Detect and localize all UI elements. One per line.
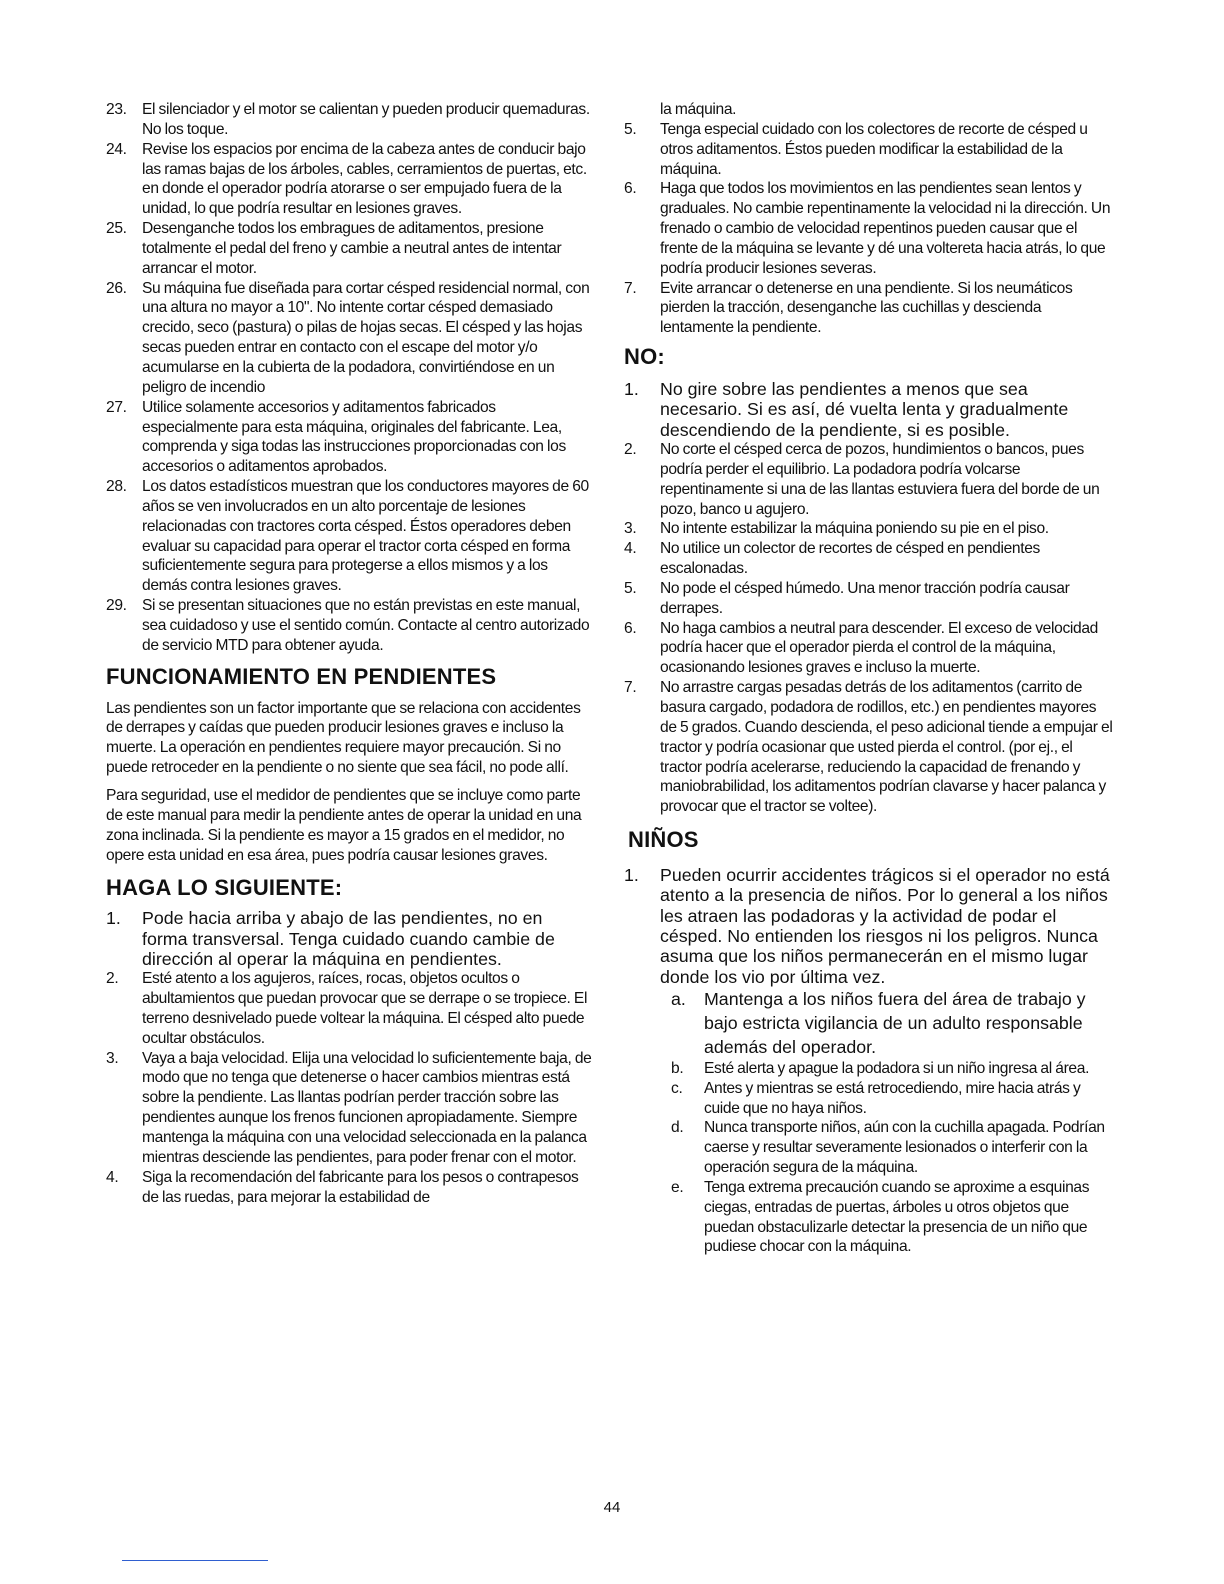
list-item: 1. No gire sobre las pendientes a menos que sea necesario. Si es así, dé vuelta lenta y gradualmente descendiendo de la pendiente, si es posible. xyxy=(624,379,1069,440)
list-item: 1. Pueden ocurrir accidentes trágicos si el operador no está atento a la presencia de niños. Por lo general a los niños les atraen las podadoras y la actividad de podar el césped. No entienden los riesgos ni los peligros. Nunca asuma que los niños permanecerán en el mismo lugar donde los vio por última vez. xyxy=(624,865,1110,987)
paragraph: Para seguridad, use el medidor de pendientes que se incluye como parte de este manual para medir la pendiente antes de operar la unidad en una zona inclinada. Si la pendiente es mayor a 15 grados en el medidor, no opere esta unidad en esa área, pues podría causar lesiones graves. xyxy=(106,787,582,864)
list-item: 3. Vaya a baja velocidad. Elija una velocidad lo suficientemente baja, de modo que no tenga que detenerse o hacer cambios mientras está sobre la pendiente. Las llantas podrían perder tracción sobre las pendientes aunque los frenos funcionen apropiadamente. Siempre mantenga la máquina con una velocidad seleccionada en la palanca mientras desciende las pendientes, para poder frenar con el motor. xyxy=(106,1049,592,1166)
list-item: 2. Esté atento a los agujeros, raíces, rocas, objetos ocultos o abultamientos que puedan provocar que se derrape o se tropiece. El terreno desnivelado puede voltear la máquina. El césped alto puede ocultar obstáculos. xyxy=(106,970,588,1047)
list-item: 29. Si se presentan situaciones que no están previstas en este manual, sea cuidadoso y use el sentido común. Contacte al centro autorizado de servicio MTD para obtener ayuda. xyxy=(106,597,590,654)
list-item: 5. Tenga especial cuidado con los colectores de recorte de césped u otros aditamentos. Éstos pueden modificar la estabilidad de la máquina. xyxy=(624,120,1088,178)
list-item: 6. Haga que todos los movimientos en las pendientes sean lentos y graduales. No cambie repentinamente la velocidad ni la dirección. Un frenado o cambio de velocidad repentinos pueden causar que el frente de la máquina se levante y dé una voltereta hacia atrás, lo que podría producir lesiones severas. xyxy=(624,180,1111,277)
list-item-continued: la máquina. xyxy=(660,101,737,118)
paragraph: Las pendientes son un factor importante que se relaciona con accidentes de derrapes y caídas que pueden producir lesiones graves e incluso la muerte. La operación en pendientes requiere mayor precaución. Si no puede retroceder en la pendiente o no siente que sea fácil, no pode allí. xyxy=(106,699,581,777)
list-item: 2. No corte el césped cerca de pozos, hundimientos o bancos, pues podría perder el equilibrio. La podadora podría volcarse repentinamente si una de las llantas estuviera fuera del borde de un pozo, banco u agujero. xyxy=(624,441,1100,518)
list-item: 4. Siga la recomendación del fabricante para los pesos o contrapesos de las ruedas, para mejorar la estabilidad de xyxy=(106,1168,579,1206)
list-item: 24. Revise los espacios por encima de la cabeza antes de conducir bajo las ramas bajas de los árboles, cables, cerramientos de puertas, etc. en donde el operador podría atorarse o ser empujado fuera de la unidad, lo que podría resultar en lesiones graves. xyxy=(106,140,587,218)
list-item: 4. No utilice un colector de recortes de césped en pendientes escalonadas. xyxy=(624,540,1040,578)
section-heading-no: NO: xyxy=(624,344,665,370)
sub-list-item: d. Nunca transporte niños, aún con la cuchilla apagada. Podrían caerse y resultar severamente lesionados o interferir con la operación segura de la máquina. xyxy=(671,1119,1105,1177)
sub-list-item: c. Antes y mientras se está retrocediendo, mire hacia atrás y cuide que no haya niños. xyxy=(671,1079,1081,1117)
sub-list-item: e. Tenga extrema precaución cuando se aproxime a esquinas ciegas, entradas de puertas, árboles u otros objetos que puedan obstaculizarle detectar la presencia de un niño que pudiese chocar con la máquina. xyxy=(671,1178,1090,1256)
footer-rule xyxy=(122,1560,268,1561)
list-item: 27. Utilice solamente accesorios y aditamentos fabricados especialmente para esta máquina, originales del fabricante. Lea, comprenda y siga todas las instrucciones proporcionadas con los accesorios o aditamentos aprobados. xyxy=(106,398,566,476)
list-item: 5. No pode el césped húmedo. Una menor tracción podría causar derrapes. xyxy=(624,579,1070,617)
list-item: 26. Su máquina fue diseñada para cortar césped residencial normal, con una altura no mayor a 10". No intente cortar césped demasiado crecido, seco (pastura) o pilas de hojas secas. El césped y las hojas secas pueden entrar en contacto con el escape del motor y/o acumularse en la cubierta de la podadora, convirtiéndose en un peligro de incendio xyxy=(106,279,590,396)
right-column xyxy=(624,100,1114,1257)
section-heading-ninos: NIÑOS xyxy=(628,827,699,853)
list-item: 23. El silenciador y el motor se calientan y pueden producir quemaduras. No los toque. xyxy=(106,101,590,138)
page-number: 44 xyxy=(603,1499,621,1516)
list-item: 7. No arrastre cargas pesadas detrás de los aditamentos (carrito de basura cargado, podadora de rodillos, etc.) en pendientes mayores de 5 grados. Cuando descienda, el peso adicional tiende a empujar el tractor y podría ocasionar que usted pierda el control. (por ej., el tractor podría acelerarse, reduciendo la capacidad de frenando y maniobrabilidad, los aditamentos podrían clavarse y hacer palanca y provocar que el tractor se voltee). xyxy=(624,679,1113,816)
left-column xyxy=(106,100,592,1207)
list-item: 6. No haga cambios a neutral para descender. El exceso de velocidad podría hacer que el operador pierda el control de la máquina, ocasionando lesiones graves e incluso la muerte. xyxy=(624,619,1098,677)
list-item: 25. Desenganche todos los embragues de aditamentos, presione totalmente el pedal del freno y cambie a neutral antes de intentar arrancar el motor. xyxy=(106,220,562,277)
sub-list-item: a. Mantenga a los niños fuera del área de trabajo y bajo estricta vigilancia de un adulto responsable además del operador. xyxy=(671,988,1086,1057)
list-item: 28. Los datos estadísticos muestran que los conductores mayores de 60 años se ven involucrados en un alto porcentaje de lesiones relacionadas con tractores corta césped. Éstos operadores deben evaluar su capacidad para operar el tractor corta césped en forma suficientemente segura para protegerse a ellos mismos y a los demás contra lesiones graves. xyxy=(106,478,589,595)
list-item: 7. Evite arrancar o detenerse en una pendiente. Si los neumáticos pierden la tracción, desenganche las cuchillas y descienda lentamente la pendiente. xyxy=(624,279,1073,337)
list-item: 1. Pode hacia arriba y abajo de las pendientes, no en forma transversal. Tenga cuidado cuando cambie de dirección al operar la máquina en pendientes. xyxy=(106,908,555,969)
list-item: 3. No intente estabilizar la máquina poniendo su pie en el piso. xyxy=(624,520,1049,538)
sub-list-item: b. Esté alerta y apague la podadora si un niño ingresa al área. xyxy=(671,1059,1090,1077)
section-heading-haga: HAGA LO SIGUIENTE: xyxy=(106,875,343,901)
section-heading-funcionamiento: FUNCIONAMIENTO EN PENDIENTES xyxy=(106,663,497,689)
